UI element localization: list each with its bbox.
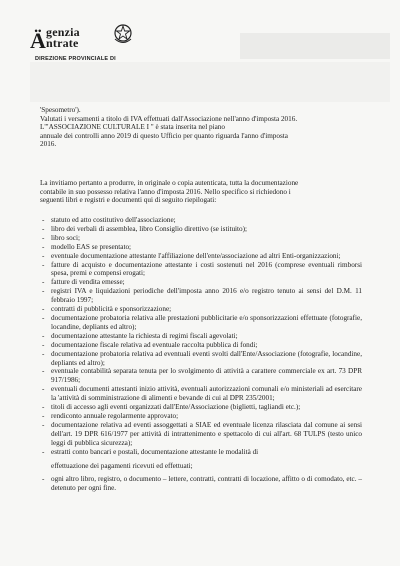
list-item: - libro soci; <box>40 234 362 243</box>
request-line: seguenti libri e registri e documenti qui di seguito riepilogati: <box>40 196 217 205</box>
intro-paragraph <box>40 106 362 149</box>
list-item: - documentazione attestante la richiesta di regimi fiscali agevolati; <box>40 332 362 341</box>
intro-line: Valutati i versamenti a titolo di IVA effettuati dall'Associazione nell'anno d'imposta 2016. <box>40 114 298 123</box>
request-line: La invitiamo pertanto a produrre, in originale o copia autenticata, tutta la documentazione <box>40 179 299 187</box>
intro-line: 'Spesometro'). <box>40 106 81 114</box>
list-item: - rendiconto annuale regolarmente approvato; <box>40 412 362 421</box>
list-item: - documentazione probatoria relativa alle prestazioni pubblicitarie e/o sponsorizzazioni effettuate (fotografie, locandine, depliants ed altro); <box>40 314 362 332</box>
logo-line-2: ntrate <box>46 36 79 50</box>
redacted-area <box>30 62 390 102</box>
list-item: - fatture di acquisto e documentazione attestante i costi sostenuti nel 2016 (comprese eventuali rimborsi spesa, premi e compensi erogati; <box>40 261 362 279</box>
list-item: - contratti di pubblicità e sponsorizzazione; <box>40 305 362 314</box>
italian-republic-emblem-icon <box>112 22 134 46</box>
list-item: - fatture di vendita emesse; <box>40 278 362 287</box>
document-list <box>40 216 362 493</box>
intro-line: annuale dei controlli anno 2019 di questo Ufficio per quanto riguarda l'anno d'imposta <box>40 131 288 140</box>
department-label: DIREZIONE PROVINCIALE DI <box>35 56 116 62</box>
list-item: - documentazione probatoria relativa ad eventuali eventi svolti dall'Ente/Associazione (fotografie, locandine, depliants ed altro); <box>40 350 362 368</box>
request-line: contabile in suo possesso relativa l'anno d'imposta 2016. Nello specifico si richiedono i <box>40 187 291 196</box>
list-item: - eventuale documentazione attestante l'affiliazione dell'ente/associazione ad altri Enti-organizzazioni; <box>40 252 362 261</box>
list-item: - libro dei verbali di assemblea, libro Consiglio direttivo (se istituito); <box>40 225 362 234</box>
logo-line-1: genzia <box>46 25 80 39</box>
list-item: - titoli di accesso agli eventi organizzati dall'Ente/Associazione (biglietti, tagliandi etc.); <box>40 403 362 412</box>
list-item: - ogni altro libro, registro, o documento – lettere, contratti, contratti di locazione, affitto o di comodato, etc. – detenuto per ogni fine. <box>40 475 362 493</box>
list-item: - statuto ed atto costitutivo dell'associazione; <box>40 216 362 225</box>
list-item-continuation: effettuazione dei pagamenti ricevuti ed effettuati; <box>51 462 193 471</box>
list-item: - registri IVA e liquidazioni periodiche dell'imposta anno 2016 e/o registro tenuto ai sensi del D.M. 11 febbraio 1997; <box>40 287 362 305</box>
faded-letterhead-mark <box>240 33 390 59</box>
intro-line: 2016. <box>40 140 57 149</box>
list-item: - eventuali documenti attestanti inizio attività, eventuali autorizzazioni comunali e/o ministeriali ad esercitare la 'attività di somministrazione di alimenti e bevande di cui al DPR 235/2001; <box>40 385 362 403</box>
list-item: - modello EAS se presentato; <box>40 243 362 252</box>
intro-line: L'"ASSOCIAZIONE CULTURALE I " è stata inserita nel piano <box>40 123 225 132</box>
list-item: - eventuale contabilità separata tenuta per lo svolgimento di attività a carattere commerciale ex art. 73 DPR 917/1986; <box>40 367 362 385</box>
list-item: - estratti conto bancari e postali, documentazione attestante le modalità di <box>40 448 362 457</box>
logo-mark: Ä <box>30 28 46 53</box>
list-item: - documentazione fiscale relativa ad eventuale raccolta pubblica di fondi; <box>40 341 362 350</box>
request-paragraph <box>40 179 362 205</box>
list-item: - documentazione relativa ad eventi assoggettati a SIAE ed eventuale licenza rilasciata dal comune ai sensi dell'art. 19 DPR 616/1977 per attività di intrattenimento e spettacolo di cui all'art. 68 TULPS (testo unico leggi di pubblica sicurezza); <box>40 421 362 448</box>
